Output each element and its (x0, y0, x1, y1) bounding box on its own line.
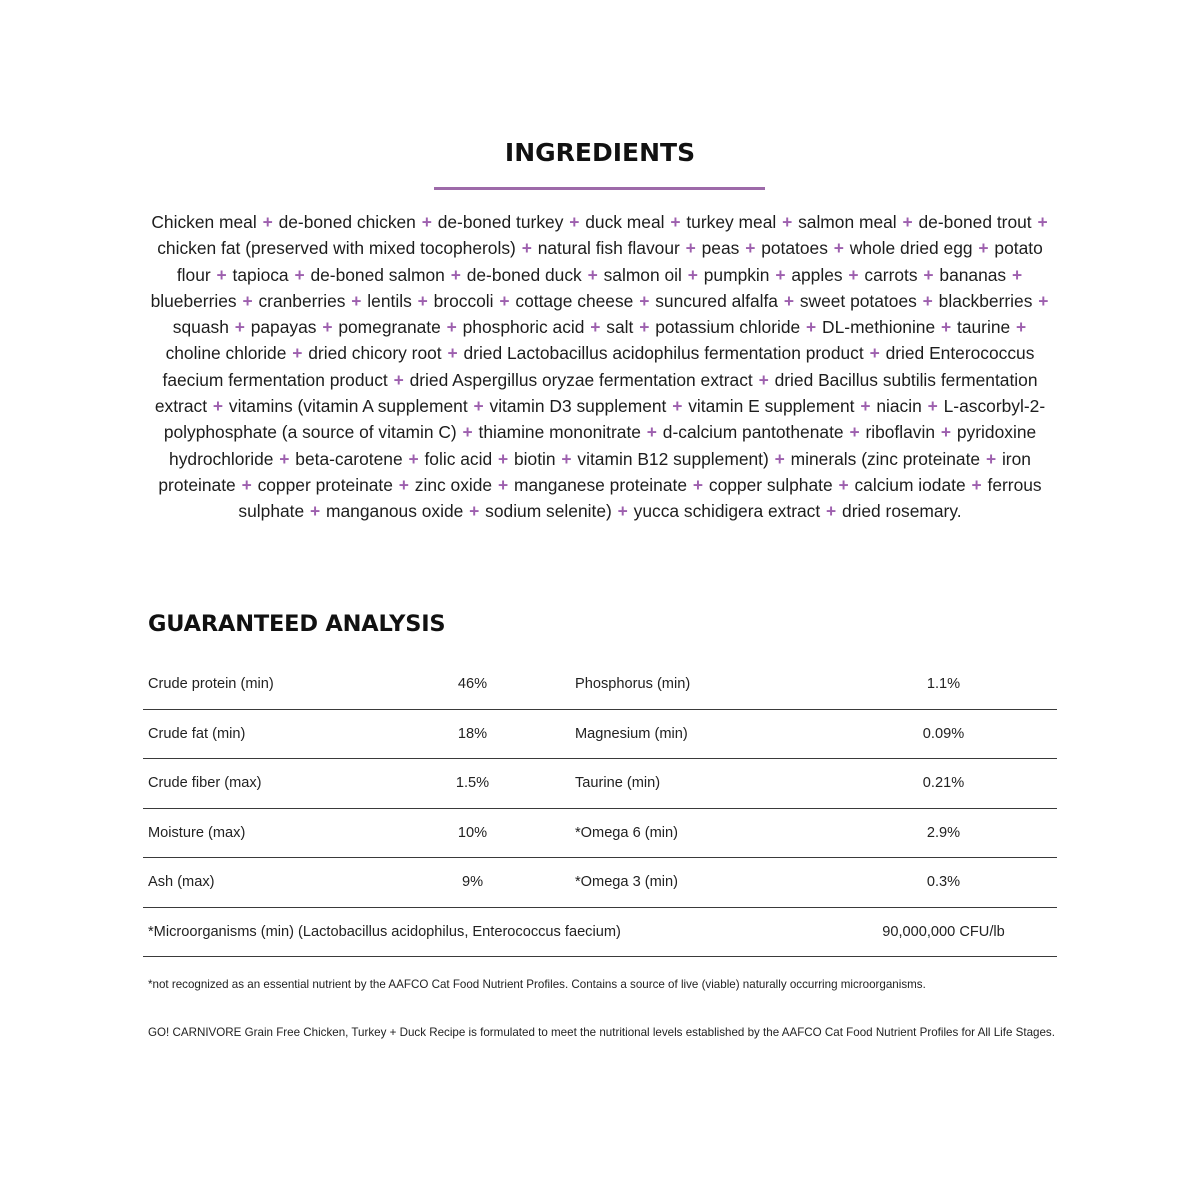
table-row (143, 858, 1057, 908)
ingredient-item: L-ascorbyl-2-polyphosphate (a source of vitamin C) (163, 396, 1046, 443)
ingredient-item: calcium iodate (854, 474, 966, 495)
ingredient-item: de-boned trout (918, 212, 1032, 232)
plus-icon: + (351, 290, 362, 311)
ingredient-item: peas (701, 238, 740, 259)
ingredient-item: minerals (zinc proteinate (790, 448, 981, 469)
plus-icon: + (450, 264, 461, 285)
plus-icon: + (241, 474, 252, 495)
plus-icon: + (941, 317, 952, 338)
ingredient-item: blueberries (150, 290, 237, 311)
plus-icon: + (446, 317, 457, 338)
nutrient-label: Crude protein (min) (143, 660, 430, 709)
plus-icon: + (639, 317, 650, 338)
ingredient-item: whole dried egg (849, 238, 973, 259)
plus-icon: + (587, 264, 598, 285)
ingredient-item: folic acid (424, 448, 493, 469)
guaranteed-analysis-title: GUARANTEED ANALYSIS (148, 611, 446, 637)
ingredient-item: pyridoxine hydrochloride (169, 422, 1037, 469)
ingredient-item: iron proteinate (158, 448, 1031, 495)
ingredient-item: copper proteinate (257, 474, 393, 495)
ingredient-item: de-boned salmon (310, 264, 445, 285)
ingredient-item: de-boned turkey (437, 212, 564, 232)
table-row (143, 759, 1057, 809)
nutrient-value: 0.21% (830, 759, 1057, 809)
nutrient-label: Crude fiber (max) (143, 759, 430, 809)
ingredient-item: sodium selenite) (485, 501, 612, 522)
nutrient-value: 18% (430, 709, 515, 759)
nutrient-value: 0.3% (830, 858, 1057, 908)
ingredient-item: dried chicory root (308, 343, 442, 364)
ingredient-item: suncured alfalfa (655, 290, 778, 311)
plus-icon: + (782, 212, 793, 232)
microorganisms-label: *Microorganisms (min) (Lactobacillus acidophilus, Enterococcus faecium) (143, 907, 830, 957)
plus-icon: + (499, 290, 510, 311)
ingredient-item: papayas (250, 317, 317, 338)
plus-icon: + (590, 317, 601, 338)
ingredient-item: tapioca (232, 264, 289, 285)
ingredient-item: potatoes (761, 238, 828, 259)
plus-icon: + (310, 501, 321, 522)
plus-icon: + (978, 238, 989, 259)
plus-icon: + (971, 474, 982, 495)
plus-icon: + (1011, 264, 1023, 285)
plus-icon: + (833, 238, 844, 259)
nutrient-value: 1.1% (830, 660, 1057, 709)
plus-icon: + (783, 290, 794, 311)
ingredient-item: Chicken meal (151, 212, 257, 232)
ingredient-item: niacin (876, 396, 922, 417)
ingredient-item: d-calcium pantothenate (662, 422, 844, 443)
ingredient-item: ferrous sulphate (238, 474, 1042, 522)
aafco-footnote: *not recognized as an essential nutrient by the AAFCO Cat Food Nutrient Profiles. Contains a source of live (viable) naturally occurring microorganisms. (148, 978, 926, 991)
ingredient-item: vitamins (vitamin A supplement (228, 396, 468, 417)
nutrient-value: 46% (430, 660, 515, 709)
plus-icon: + (569, 212, 580, 232)
ingredient-item: dried Enterococcus faecium fermentation product (162, 343, 1035, 390)
plus-icon: + (849, 422, 860, 443)
ingredient-item: salmon meal (798, 212, 897, 232)
plus-icon: + (421, 212, 432, 232)
nutrient-value: 1.5% (430, 759, 515, 809)
ingredient-item: vitamin B12 supplement) (577, 448, 769, 469)
ingredient-item: dried Bacillus subtilis fermentation extract (154, 369, 1038, 417)
plus-icon: + (685, 238, 696, 259)
ingredient-item: cranberries (258, 290, 346, 311)
plus-icon: + (408, 448, 419, 469)
plus-icon: + (497, 474, 509, 495)
ingredient-item: carrots (864, 264, 918, 285)
plus-icon: + (869, 343, 880, 364)
nutrient-label: Taurine (min) (575, 759, 830, 809)
table-row (143, 709, 1057, 759)
ingredient-item: choline chloride (165, 343, 287, 364)
ingredients-title: INGREDIENTS (504, 138, 696, 167)
plus-icon: + (902, 212, 913, 232)
ingredient-item: vitamin E supplement (688, 396, 855, 417)
table-row (143, 660, 1057, 709)
plus-icon: + (692, 474, 704, 495)
plus-icon: + (262, 212, 273, 232)
ingredient-item: dried rosemary. (842, 501, 962, 522)
ingredient-item: sweet potatoes (799, 290, 917, 311)
nutrient-value: 2.9% (830, 808, 1057, 858)
table-row (143, 808, 1057, 858)
ingredient-item: pumpkin (703, 264, 770, 285)
plus-icon: + (775, 264, 786, 285)
plus-icon: + (469, 501, 480, 522)
ingredient-item: squash (172, 317, 229, 338)
ingredient-item: broccoli (433, 290, 494, 311)
ingredients-list (145, 209, 1055, 525)
ingredient-item: salt (606, 317, 634, 338)
ingredient-item: blackberries (938, 290, 1033, 311)
ingredient-item: natural fish flavour (537, 238, 680, 259)
microorganisms-value: 90,000,000 CFU/lb (830, 907, 1057, 957)
plus-icon: + (617, 501, 628, 522)
ingredient-item: duck meal (585, 212, 665, 232)
plus-icon: + (417, 290, 428, 311)
ingredient-item: phosphoric acid (462, 317, 585, 338)
ingredient-item: taurine (957, 317, 1011, 338)
ingredient-item: beta-carotene (295, 448, 403, 469)
nutrient-label: Crude fat (min) (143, 709, 430, 759)
plus-icon: + (745, 238, 756, 259)
nutrient-label: *Omega 3 (min) (575, 858, 830, 908)
nutrient-label: Magnesium (min) (575, 709, 830, 759)
table-row-microorganisms (143, 907, 1057, 957)
nutrient-label: Phosphorus (min) (575, 660, 830, 709)
ingredient-item: dried Lactobacillus acidophilus fermentation product (463, 343, 864, 364)
plus-icon: + (292, 343, 303, 364)
plus-icon: + (561, 448, 572, 469)
plus-icon: + (447, 343, 458, 364)
plus-icon: + (1016, 317, 1027, 338)
plus-icon: + (923, 264, 934, 285)
nutrient-value: 10% (430, 808, 515, 858)
plus-icon: + (462, 422, 473, 443)
plus-icon: + (473, 396, 484, 417)
plus-icon: + (848, 264, 859, 285)
plus-icon: + (985, 448, 997, 469)
plus-icon: + (497, 448, 509, 469)
ingredient-item: thiamine mononitrate (478, 422, 641, 443)
plus-icon: + (687, 264, 698, 285)
plus-icon: + (672, 396, 683, 417)
plus-icon: + (922, 290, 933, 311)
plus-icon: + (279, 448, 290, 469)
plus-icon: + (322, 317, 333, 338)
nutrient-label: Moisture (max) (143, 808, 430, 858)
ingredient-item: biotin (513, 448, 556, 469)
plus-icon: + (838, 474, 849, 495)
ingredient-item: zinc oxide (414, 474, 493, 495)
ingredients-divider (434, 187, 765, 190)
plus-icon: + (639, 290, 650, 311)
plus-icon: + (940, 422, 952, 443)
plus-icon: + (860, 396, 871, 417)
nutrient-value: 0.09% (830, 709, 1057, 759)
ingredient-item: chicken fat (preserved with mixed tocopherols) (157, 238, 516, 259)
plus-icon: + (1037, 212, 1048, 232)
plus-icon: + (398, 474, 409, 495)
plus-icon: + (216, 264, 227, 285)
plus-icon: + (521, 238, 532, 259)
ingredient-item: apples (791, 264, 843, 285)
plus-icon: + (927, 396, 938, 417)
plus-icon: + (670, 212, 681, 232)
aafco-statement: GO! CARNIVORE Grain Free Chicken, Turkey + Duck Recipe is formulated to meet the nutritional levels established by the AAFCO Cat Food Nutrient Profiles for All Life Stages. (148, 1026, 1055, 1039)
ingredient-item: potassium chloride (655, 317, 801, 338)
ingredient-item: manganous oxide (326, 501, 464, 522)
ingredient-item: cottage cheese (515, 290, 634, 311)
guaranteed-analysis-table (143, 660, 1057, 957)
nutrient-value: 9% (430, 858, 515, 908)
plus-icon: + (294, 264, 305, 285)
plus-icon: + (1038, 290, 1049, 311)
ingredient-item: de-boned duck (466, 264, 582, 285)
ingredient-item: pomegranate (338, 317, 441, 338)
nutrient-label: Ash (max) (143, 858, 430, 908)
plus-icon: + (646, 422, 657, 443)
ingredient-item: copper sulphate (708, 474, 833, 495)
plus-icon: + (234, 317, 245, 338)
nutrient-label: *Omega 6 (min) (575, 808, 830, 858)
ingredient-item: manganese proteinate (513, 474, 688, 495)
plus-icon: + (826, 501, 837, 522)
ingredient-item: yucca schidigera extract (633, 501, 821, 522)
plus-icon: + (242, 290, 253, 311)
ingredient-item: DL-methionine (822, 317, 936, 338)
ingredient-item: lentils (367, 290, 412, 311)
ingredient-item: bananas (939, 264, 1007, 285)
plus-icon: + (212, 396, 224, 417)
ingredient-item: riboflavin (865, 422, 936, 443)
plus-icon: + (774, 448, 785, 469)
ingredient-item: dried Aspergillus oryzae fermentation extract (409, 369, 753, 390)
plus-icon: + (758, 369, 769, 390)
ingredient-item: potato flour (176, 238, 1043, 285)
plus-icon: + (806, 317, 817, 338)
plus-icon: + (393, 369, 404, 390)
ingredient-item: vitamin D3 supplement (489, 396, 667, 417)
ingredient-item: turkey meal (686, 212, 777, 232)
ingredient-item: salmon oil (603, 264, 682, 285)
ingredient-item: de-boned chicken (278, 212, 416, 232)
